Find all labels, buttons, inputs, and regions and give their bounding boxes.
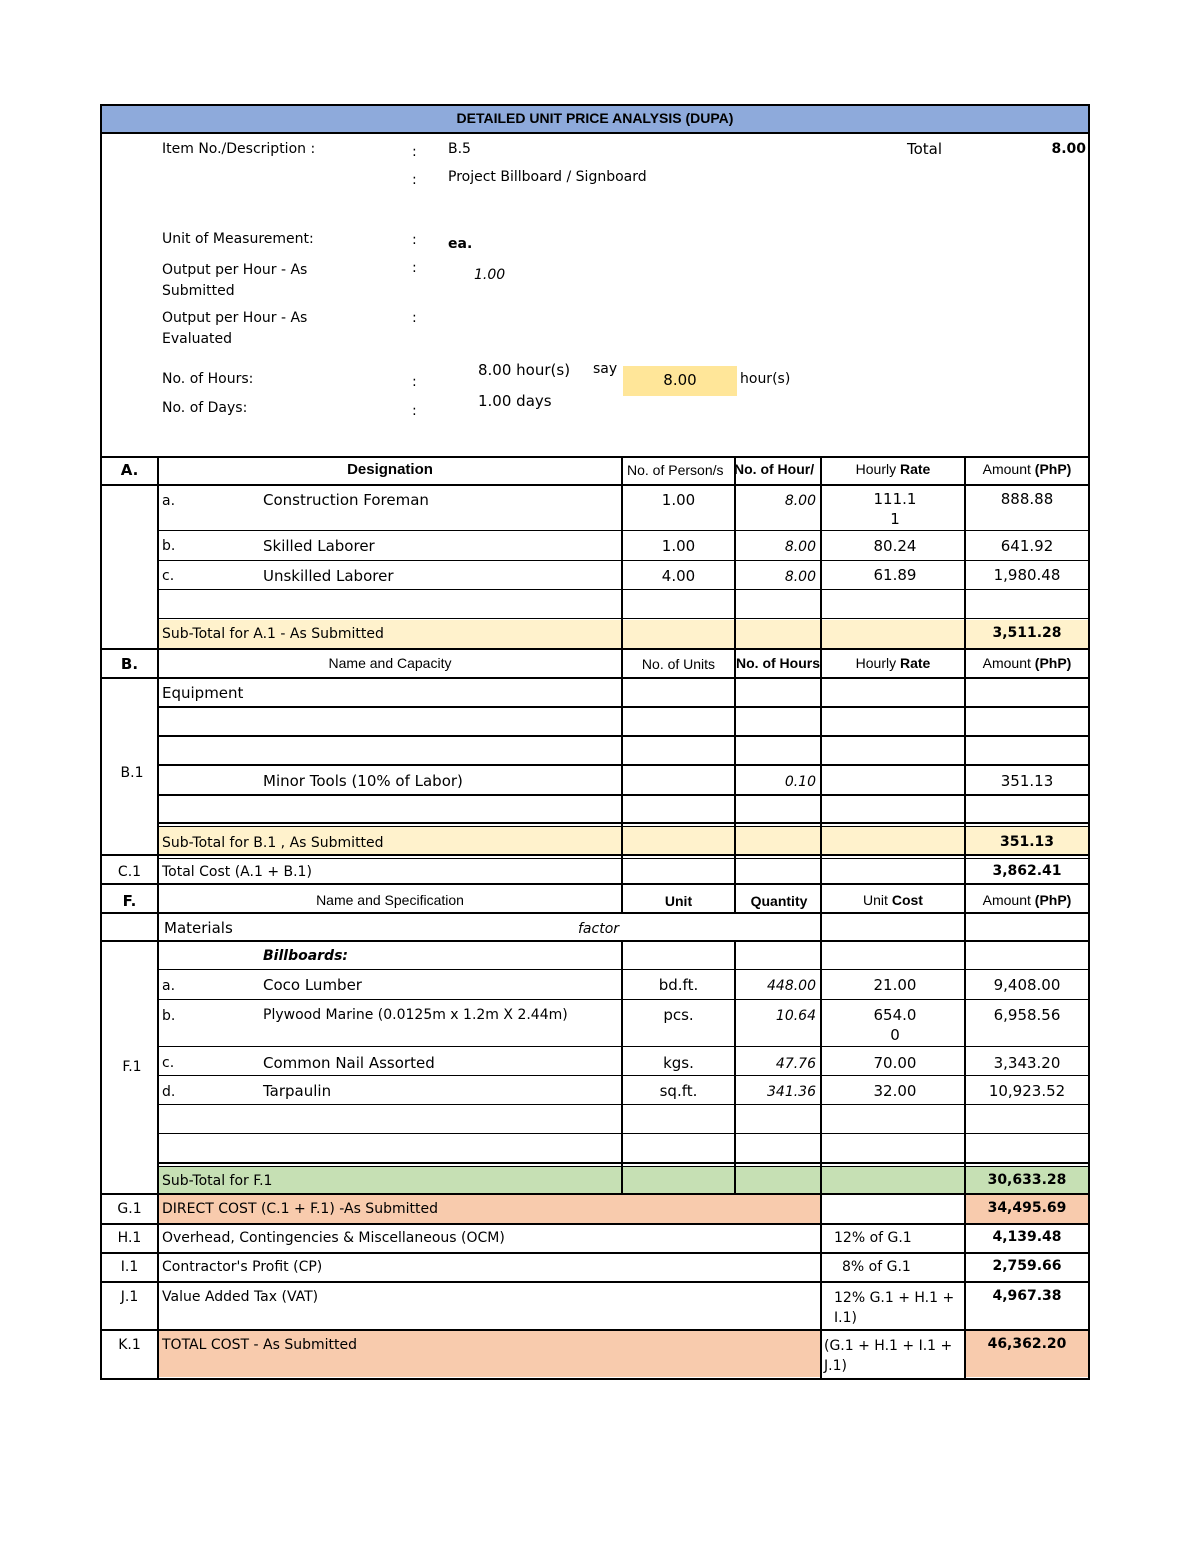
dupa-sheet <box>100 104 1090 1380</box>
material-row-d-unit: sq.ft. <box>659 1082 698 1100</box>
labor-row-a-hours: 8.00 <box>784 493 816 509</box>
minor-tools-amount: 351.13 <box>1000 772 1054 790</box>
item-description: Project Billboard / Signboard <box>448 169 647 185</box>
unit-value: ea. <box>448 236 473 252</box>
materials-subheading: Billboards: <box>263 948 349 964</box>
summary-i-basis: 8% of G.1 <box>842 1259 911 1275</box>
summary-h-value: 4,139.48 <box>992 1229 1062 1245</box>
labor-header-rate: Hourly Rate <box>855 461 931 477</box>
material-row-b-cost-1: 654.0 <box>873 1006 917 1024</box>
summary-h-code: H.1 <box>117 1230 142 1246</box>
material-row-b-qty: 10.64 <box>775 1008 816 1024</box>
labor-subtotal-label: Sub-Total for A.1 - As Submitted <box>162 626 384 642</box>
material-row-b-amount: 6,958.56 <box>993 1006 1061 1024</box>
material-row-d-qty: 341.36 <box>767 1084 816 1100</box>
hours-label: No. of Hours: <box>162 371 254 387</box>
labor-subtotal-value: 3,511.28 <box>992 625 1062 641</box>
say-label: say <box>593 361 618 377</box>
days-value: 1.00 days <box>478 392 552 410</box>
material-row-a-letter: a. <box>162 978 176 994</box>
material-row-d-name: Tarpaulin <box>263 1082 332 1100</box>
factor-label: factor <box>578 921 620 937</box>
labor-row-a-letter: a. <box>162 493 176 509</box>
material-row-c-qty: 47.76 <box>775 1056 816 1072</box>
summary-j-code: J.1 <box>120 1289 139 1305</box>
material-row-c-letter: c. <box>162 1055 175 1071</box>
material-row-b-unit: pcs. <box>663 1006 694 1024</box>
equipment-header-hours: No. of Hours <box>736 655 820 671</box>
summary-i-code: I.1 <box>120 1259 139 1275</box>
materials-subtotal-value: 30,633.28 <box>987 1172 1067 1188</box>
total-value: 8.00 <box>1051 141 1086 157</box>
equipment-subtotal-label: Sub-Total for B.1 , As Submitted <box>162 835 384 851</box>
labor-header-amount: Amount (PhP) <box>982 461 1072 477</box>
materials-header-name: Name and Specification <box>316 892 464 908</box>
days-label: No. of Days: <box>162 400 248 416</box>
summary-k-label: TOTAL COST - As Submitted <box>162 1337 358 1353</box>
minor-tools-factor: 0.10 <box>784 774 816 790</box>
equipment-code: B. <box>120 655 139 673</box>
hours-colon: : <box>412 374 417 390</box>
labor-row-a-rate-1: 111.1 <box>873 490 917 508</box>
labor-row-b-hours: 8.00 <box>784 539 816 555</box>
summary-k-value: 46,362.20 <box>987 1336 1067 1352</box>
labor-row-a-amount: 888.88 <box>1000 490 1054 508</box>
labor-row-c-persons: 4.00 <box>661 567 696 585</box>
labor-row-c-hours: 8.00 <box>784 569 816 585</box>
labor-row-c-amount: 1,980.48 <box>993 566 1061 584</box>
labor-row-b-persons: 1.00 <box>661 537 696 555</box>
material-row-d-letter: d. <box>162 1084 176 1100</box>
labor-header-hours: No. of Hour/ <box>734 461 815 477</box>
output-submitted-label: Output per Hour - As Submitted <box>162 262 308 299</box>
summary-g-label: DIRECT COST (C.1 + F.1) -As Submitted <box>162 1201 438 1217</box>
equipment-subtotal-value: 351.13 <box>999 834 1055 850</box>
material-row-d-cost: 32.00 <box>873 1082 917 1100</box>
description-colon: : <box>412 172 417 188</box>
total-cost-label: Total Cost (A.1 + B.1) <box>162 864 312 880</box>
hours-value: 8.00 hour(s) <box>478 361 571 379</box>
material-row-b-cost-2: 0 <box>890 1026 900 1044</box>
summary-h-label: Overhead, Contingencies & Miscellaneous (OCM) <box>162 1230 505 1246</box>
labor-row-b-amount: 641.92 <box>1000 537 1054 555</box>
material-row-a-unit: bd.ft. <box>658 976 699 994</box>
labor-row-c-letter: c. <box>162 568 175 584</box>
material-row-b-name: Plywood Marine (0.0125m x 1.2m X 2.44m) <box>263 1007 568 1023</box>
material-row-d-amount: 10,923.52 <box>988 1082 1066 1100</box>
labor-row-c-name: Unskilled Laborer <box>263 567 394 585</box>
equipment-header-units: No. of Units <box>641 656 716 672</box>
labor-row-b-name: Skilled Laborer <box>263 537 375 555</box>
say-unit: hour(s) <box>740 371 791 387</box>
summary-j-basis: 12% G.1 + H.1 + I.1) <box>834 1290 955 1326</box>
equipment-header-rate: Hourly Rate <box>855 655 931 671</box>
summary-i-label: Contractor's Profit (CP) <box>162 1259 323 1275</box>
summary-j-value: 4,967.38 <box>992 1288 1062 1304</box>
material-row-b-letter: b. <box>162 1008 176 1024</box>
output-evaluated-label: Output per Hour - As Evaluated <box>162 310 308 347</box>
materials-label: Materials <box>164 919 233 937</box>
output-submitted-value: 1.00 <box>474 267 506 283</box>
labor-row-a-name: Construction Foreman <box>263 491 429 509</box>
material-row-a-cost: 21.00 <box>873 976 917 994</box>
days-colon: : <box>412 403 417 419</box>
say-value: 8.00 <box>663 371 697 389</box>
labor-code: A. <box>120 461 139 479</box>
unit-label: Unit of Measurement: <box>162 231 314 247</box>
labor-header-persons: No. of Person/s <box>627 462 724 478</box>
equipment-label: Equipment <box>162 684 244 702</box>
materials-header-unit: Unit <box>664 893 693 909</box>
summary-g-value: 34,495.69 <box>987 1200 1067 1216</box>
labor-row-c-rate: 61.89 <box>873 566 917 584</box>
unit-colon: : <box>412 232 417 248</box>
item-label: Item No./Description : <box>162 141 316 157</box>
summary-g-code: G.1 <box>117 1201 142 1217</box>
total-cost-code: C.1 <box>117 864 142 880</box>
material-row-c-amount: 3,343.20 <box>993 1054 1061 1072</box>
material-row-a-name: Coco Lumber <box>263 976 362 994</box>
page-title: DETAILED UNIT PRICE ANALYSIS (DUPA) <box>456 110 734 126</box>
material-row-a-qty: 448.00 <box>767 978 816 994</box>
materials-header-amount: Amount (PhP) <box>982 892 1072 908</box>
output-submitted-colon: : <box>412 260 417 276</box>
materials-header-quantity: Quantity <box>750 893 808 909</box>
item-no: B.5 <box>448 141 471 157</box>
materials-subtotal-fill <box>159 1166 1088 1193</box>
materials-header-cost: Unit Cost <box>863 892 923 908</box>
total-cost-value: 3,862.41 <box>992 863 1062 879</box>
minor-tools-name: Minor Tools (10% of Labor) <box>263 772 463 790</box>
labor-row-a-persons: 1.00 <box>661 491 696 509</box>
equipment-header-amount: Amount (PhP) <box>982 655 1072 671</box>
material-row-a-amount: 9,408.00 <box>993 976 1061 994</box>
summary-i-value: 2,759.66 <box>992 1258 1062 1274</box>
summary-k-basis: (G.1 + H.1 + I.1 + J.1) <box>824 1338 953 1374</box>
labor-header-designation: Designation <box>347 461 433 478</box>
item-colon: : <box>412 144 417 160</box>
output-evaluated-colon: : <box>412 310 417 326</box>
labor-row-b-rate: 80.24 <box>873 537 917 555</box>
summary-k-code: K.1 <box>118 1337 141 1353</box>
material-row-c-name: Common Nail Assorted <box>263 1054 435 1072</box>
total-label: Total <box>907 140 943 158</box>
equipment-group-code: B.1 <box>120 765 144 781</box>
summary-h-basis: 12% of G.1 <box>834 1230 912 1246</box>
summary-j-label: Value Added Tax (VAT) <box>162 1289 319 1305</box>
equipment-header-name: Name and Capacity <box>328 655 452 671</box>
material-row-c-cost: 70.00 <box>873 1054 917 1072</box>
labor-row-a-rate-2: 1 <box>890 510 900 528</box>
labor-row-b-letter: b. <box>162 538 176 554</box>
materials-subtotal-label: Sub-Total for F.1 <box>162 1173 273 1189</box>
materials-group-code: F.1 <box>122 1059 142 1075</box>
material-row-c-unit: kgs. <box>663 1054 694 1072</box>
materials-code: F. <box>122 892 137 910</box>
